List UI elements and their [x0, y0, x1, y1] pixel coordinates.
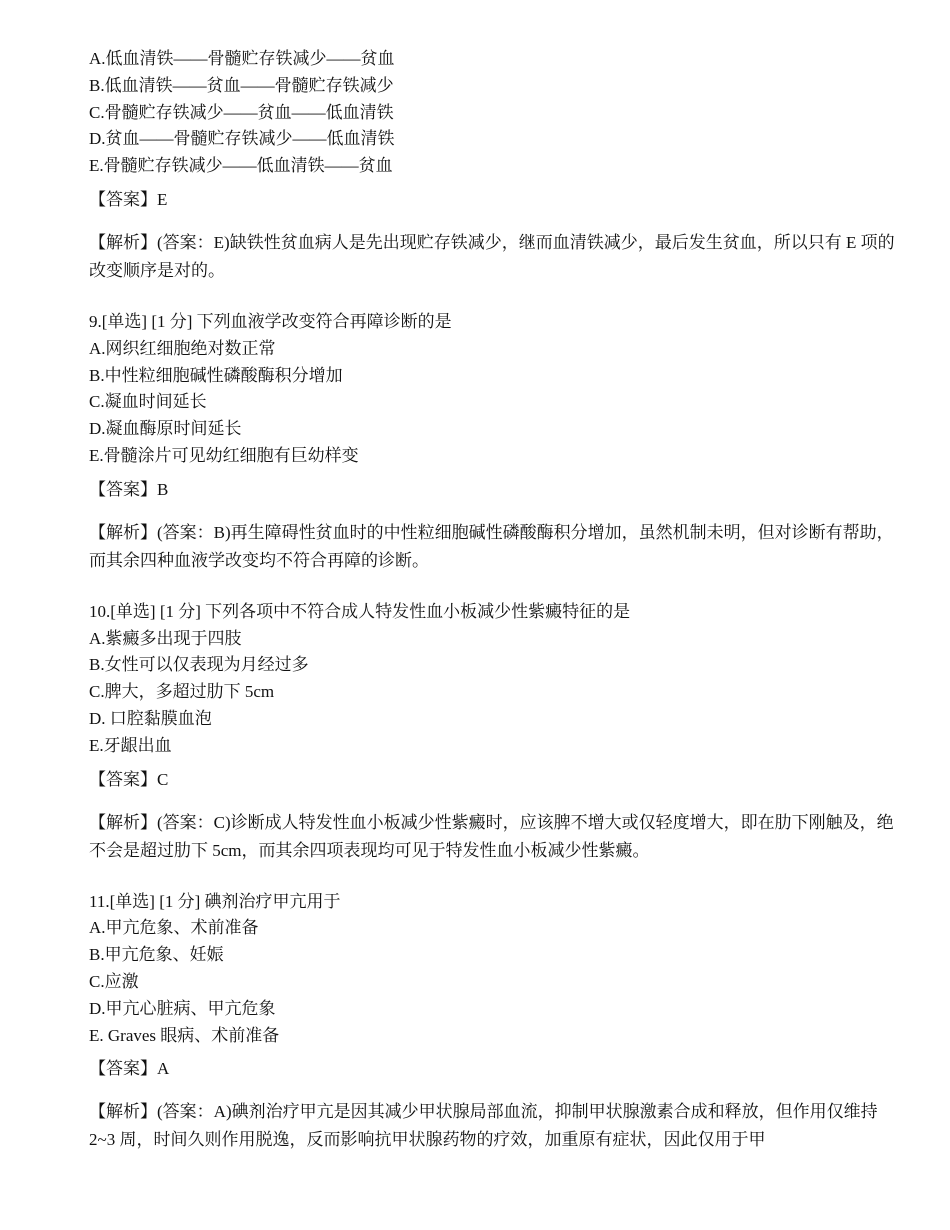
- option-a: A.网织红细胞绝对数正常: [89, 338, 276, 358]
- option-a: A.紫癜多出现于四肢: [89, 628, 242, 648]
- option-c: C.应激: [89, 971, 139, 991]
- option-b: B.低血清铁——贫血——骨髓贮存铁减少: [89, 75, 394, 95]
- question-title: 9.[单选] [1 分] 下列血液学改变符合再障诊断的是: [89, 311, 452, 331]
- answer: 【答案】B: [89, 479, 169, 499]
- option-e: E.牙龈出血: [89, 735, 172, 755]
- question-title: 11.[单选] [1 分] 碘剂治疗甲亢用于: [89, 891, 341, 911]
- answer: 【答案】A: [89, 1059, 170, 1079]
- answer: 【答案】C: [89, 769, 169, 789]
- analysis: 【解析】(答案：C)诊断成人特发性血小板减少性紫癜时，应该脾不增大或仅轻度增大，即在肋下刚触及，绝不会是超过肋下 5cm，而其余四项表现均可见于特发性血小板减少性紫癜。: [89, 812, 894, 860]
- question-block-8: [89, 46, 895, 285]
- option-a: A.甲亢危象、术前准备: [89, 918, 259, 938]
- option-d: D. 口腔黏膜血泡: [89, 708, 212, 728]
- option-d: D.凝血酶原时间延长: [89, 419, 242, 439]
- option-e: E.骨髓贮存铁减少——低血清铁——贫血: [89, 156, 393, 176]
- option-d: D.贫血——骨髓贮存铁减少——低血清铁: [89, 129, 395, 149]
- question-block-11: [89, 889, 895, 1155]
- option-b: B.女性可以仅表现为月经过多: [89, 655, 309, 675]
- option-a: A.低血清铁——骨髓贮存铁减少——贫血: [89, 49, 395, 68]
- option-b: B.中性粒细胞碱性磷酸酶积分增加: [89, 365, 343, 385]
- question-title: 10.[单选] [1 分] 下列各项中不符合成人特发性血小板减少性紫癜特征的是: [89, 601, 631, 621]
- option-e: E. Graves 眼病、术前准备: [89, 1025, 280, 1045]
- option-b: B.甲亢危象、妊娠: [89, 945, 224, 965]
- question-block-9: [89, 309, 895, 575]
- option-c: C.骨髓贮存铁减少——贫血——低血清铁: [89, 102, 394, 122]
- option-e: E.骨髓涂片可见幼红细胞有巨幼样变: [89, 445, 359, 465]
- analysis: 【解析】(答案：E)缺铁性贫血病人是先出现贮存铁减少，继而血清铁减少，最后发生贫血，所以只有 E 项的改变顺序是对的。: [89, 232, 895, 280]
- question-block-10: [89, 599, 895, 865]
- answer: 【答案】E: [89, 189, 168, 209]
- option-c: C.脾大，多超过肋下 5cm: [89, 682, 275, 702]
- option-c: C.凝血时间延长: [89, 392, 207, 412]
- analysis: 【解析】(答案：A)碘剂治疗甲亢是因其减少甲状腺局部血流，抑制甲状腺激素合成和释放，但作用仅维持 2~3 周，时间久则作用脱逸，反而影响抗甲状腺药物的疗效，加重原有症状，因此仅用于甲: [89, 1102, 878, 1150]
- option-d: D.甲亢心脏病、甲亢危象: [89, 998, 276, 1018]
- analysis: 【解析】(答案：B)再生障碍性贫血时的中性粒细胞碱性磷酸酶积分增加，虽然机制未明，但对诊断有帮助，而其余四种血液学改变均不符合再障的诊断。: [89, 522, 894, 570]
